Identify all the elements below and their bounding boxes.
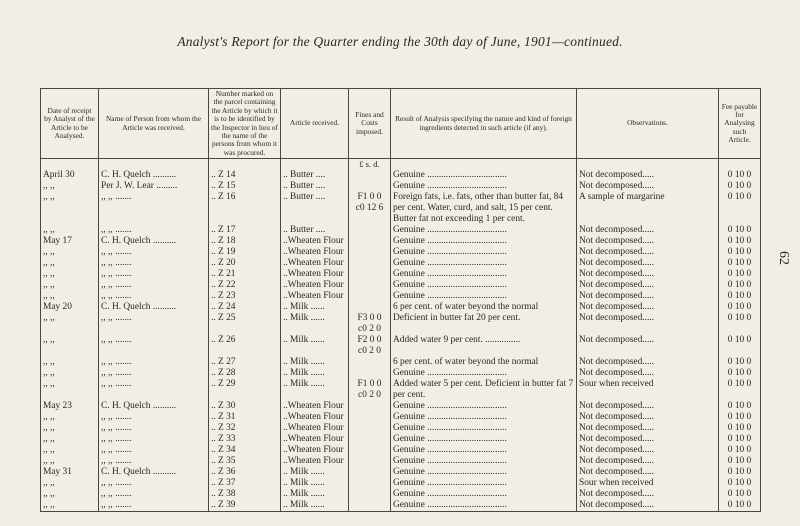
observations-cell: Not decomposed..... [577,313,719,335]
observations-cell: Not decomposed..... [577,225,719,236]
article-cell: .. Milk ...... [281,335,349,357]
parcel-number-cell: .. Z 21 [209,269,281,280]
observations-cell: Sour when received [577,379,719,401]
fines-cell [349,478,391,489]
article-cell: .. Butter .... [281,192,349,225]
result-cell: Genuine .................................. [391,489,577,500]
result-cell: Genuine .................................. [391,500,577,512]
date-cell: ,, ,, [41,379,99,401]
article-cell: ..Wheaten Flour [281,423,349,434]
date-cell: ,, ,, [41,280,99,291]
date-cell: ,, ,, [41,225,99,236]
fee-cell: 0 10 0 [719,225,761,236]
table-row [41,280,761,291]
person-cell: C. H. Quelch .......... [99,170,209,181]
fee-cell: 0 10 0 [719,192,761,225]
result-cell: Added water 5 per cent. Deficient in butter fat 7 per cent. [391,379,577,401]
fines-cell [349,401,391,412]
date-cell: May 20 [41,302,99,313]
fines-cell [349,291,391,302]
parcel-number-cell: .. Z 32 [209,423,281,434]
fee-cell: 0 10 0 [719,412,761,423]
article-cell: .. Milk ...... [281,313,349,335]
parcel-number-cell: .. Z 24 [209,302,281,313]
observations-cell: Not decomposed..... [577,302,719,313]
table-row [41,291,761,302]
article-cell: .. Milk ...... [281,357,349,368]
table-row [41,181,761,192]
table-row [41,412,761,423]
fines-cell [349,280,391,291]
article-cell: ..Wheaten Flour [281,445,349,456]
parcel-number-cell: .. Z 27 [209,357,281,368]
page-title: Analyst's Report for the Quarter ending the 30th day of June, 1901—continued. [177,34,623,49]
currency-row [41,159,761,171]
fines-cell: F1 0 0 c0 12 6 [349,192,391,225]
result-cell: Genuine .................................. [391,247,577,258]
date-cell: ,, ,, [41,247,99,258]
table-row [41,170,761,181]
date-cell: ,, ,, [41,192,99,225]
result-cell: Genuine .................................. [391,423,577,434]
observations-cell: Not decomposed..... [577,423,719,434]
table-row [41,357,761,368]
column-header-number: Number marked on the parcel containing the Article by which it is to be identified by the Inspector in lieu of the name of the persons from whom it was procured. [209,89,281,159]
result-cell: Genuine .................................. [391,412,577,423]
table-header-row [41,89,761,159]
date-cell: ,, ,, [41,445,99,456]
fee-cell: 0 10 0 [719,478,761,489]
article-cell: ..Wheaten Flour [281,247,349,258]
observations-cell: Not decomposed..... [577,401,719,412]
fee-cell: 0 10 0 [719,269,761,280]
result-cell: 6 per cent. of water beyond the normal [391,302,577,313]
result-cell: Genuine .................................. [391,434,577,445]
table-row [41,368,761,379]
fee-cell: 0 10 0 [719,170,761,181]
fines-cell [349,456,391,467]
fines-cell [349,434,391,445]
fee-cell: 0 10 0 [719,434,761,445]
fee-cell: 0 10 0 [719,247,761,258]
table-row [41,489,761,500]
page-number: 62 [776,251,791,265]
article-cell: .. Butter .... [281,181,349,192]
date-cell: ,, ,, [41,258,99,269]
fines-cell: F1 0 0 c0 2 0 [349,379,391,401]
fee-cell: 0 10 0 [719,456,761,467]
parcel-number-cell: .. Z 33 [209,434,281,445]
date-cell: ,, ,, [41,489,99,500]
fee-cell: 0 10 0 [719,379,761,401]
result-cell: Genuine .................................. [391,269,577,280]
observations-cell: Not decomposed..... [577,170,719,181]
parcel-number-cell: .. Z 38 [209,489,281,500]
parcel-number-cell: .. Z 30 [209,401,281,412]
fines-cell: F2 0 0 c0 2 0 [349,335,391,357]
table-row [41,379,761,401]
person-cell: ,, ,, ....... [99,445,209,456]
fines-cell [349,412,391,423]
person-cell: ,, ,, ....... [99,247,209,258]
person-cell: ,, ,, ....... [99,423,209,434]
person-cell: ,, ,, ....... [99,379,209,401]
person-cell: ,, ,, ....... [99,456,209,467]
table-row [41,258,761,269]
fines-cell [349,423,391,434]
person-cell: ,, ,, ....... [99,412,209,423]
fines-cell [349,489,391,500]
table-row [41,302,761,313]
parcel-number-cell: .. Z 16 [209,192,281,225]
article-cell: .. Milk ...... [281,379,349,401]
fee-cell: 0 10 0 [719,445,761,456]
table-body [41,159,761,512]
result-cell: Genuine .................................. [391,478,577,489]
fines-cell [349,445,391,456]
person-cell: ,, ,, ....... [99,478,209,489]
result-cell: Genuine .................................. [391,401,577,412]
person-cell: ,, ,, ....... [99,434,209,445]
person-cell: C. H. Quelch .......... [99,302,209,313]
table-row [41,313,761,335]
observations-cell: Not decomposed..... [577,412,719,423]
result-cell: Deficient in butter fat 20 per cent. [391,313,577,335]
result-cell: Genuine .................................. [391,225,577,236]
article-cell: .. Milk ...... [281,302,349,313]
fee-cell: 0 10 0 [719,291,761,302]
parcel-number-cell: .. Z 23 [209,291,281,302]
observations-cell: Not decomposed..... [577,445,719,456]
date-cell: May 23 [41,401,99,412]
parcel-number-cell: .. Z 34 [209,445,281,456]
fines-cell [349,170,391,181]
parcel-number-cell: .. Z 37 [209,478,281,489]
person-cell: Per J. W. Lear ......... [99,181,209,192]
article-cell: ..Wheaten Flour [281,258,349,269]
table-row [41,456,761,467]
fines-cell [349,258,391,269]
table-row [41,269,761,280]
article-cell: .. Milk ...... [281,489,349,500]
date-cell: ,, ,, [41,269,99,280]
parcel-number-cell: .. Z 25 [209,313,281,335]
observations-cell: Not decomposed..... [577,456,719,467]
fines-cell [349,247,391,258]
parcel-number-cell: .. Z 19 [209,247,281,258]
article-cell: ..Wheaten Flour [281,291,349,302]
fee-cell: 0 10 0 [719,423,761,434]
observations-cell: Not decomposed..... [577,258,719,269]
person-cell: ,, ,, ....... [99,335,209,357]
fines-cell [349,357,391,368]
observations-cell: Sour when received [577,478,719,489]
fee-cell: 0 10 0 [719,181,761,192]
observations-cell: Not decomposed..... [577,368,719,379]
article-cell: ..Wheaten Flour [281,412,349,423]
person-cell: C. H. Quelch .......... [99,236,209,247]
column-header-article: Article received. [281,89,349,159]
fines-cell [349,368,391,379]
person-cell: ,, ,, ....... [99,258,209,269]
parcel-number-cell: .. Z 15 [209,181,281,192]
date-cell: ,, ,, [41,357,99,368]
date-cell: ,, ,, [41,291,99,302]
person-cell: C. H. Quelch .......... [99,401,209,412]
fines-cell [349,181,391,192]
parcel-number-cell: .. Z 22 [209,280,281,291]
date-cell: ,, ,, [41,335,99,357]
observations-cell: Not decomposed..... [577,247,719,258]
analysis-report-table [40,88,761,512]
fines-cell [349,500,391,512]
column-header-result: Result of Analysis specifying the nature and kind of foreign ingredients detected in such article (if any). [391,89,577,159]
date-cell: ,, ,, [41,181,99,192]
fines-cell: F3 0 0 c0 2 0 [349,313,391,335]
result-cell: Genuine .................................. [391,456,577,467]
person-cell: ,, ,, ....... [99,269,209,280]
date-cell: ,, ,, [41,500,99,512]
fee-cell: 0 10 0 [719,357,761,368]
currency-header: £ s. d. [349,159,391,171]
date-cell: ,, ,, [41,412,99,423]
parcel-number-cell: .. Z 14 [209,170,281,181]
article-cell: ..Wheaten Flour [281,434,349,445]
fines-cell [349,467,391,478]
table-row [41,467,761,478]
fines-cell [349,269,391,280]
observations-cell: Not decomposed..... [577,280,719,291]
result-cell: Genuine .................................. [391,236,577,247]
person-cell: ,, ,, ....... [99,500,209,512]
fee-cell: 0 10 0 [719,280,761,291]
table-row [41,445,761,456]
fines-cell [349,225,391,236]
parcel-number-cell: .. Z 35 [209,456,281,467]
result-cell: Genuine .................................. [391,291,577,302]
table-row [41,434,761,445]
parcel-number-cell: .. Z 28 [209,368,281,379]
fee-cell: 0 10 0 [719,467,761,478]
article-cell: ..Wheaten Flour [281,456,349,467]
article-cell: .. Milk ...... [281,467,349,478]
column-header-observations: Observations. [577,89,719,159]
fee-cell: 0 10 0 [719,302,761,313]
fee-cell: 0 10 0 [719,313,761,335]
result-cell: Added water 9 per cent. ............... [391,335,577,357]
column-header-fines: Fines and Costs imposed. [349,89,391,159]
table-row [41,335,761,357]
person-cell: ,, ,, ....... [99,192,209,225]
column-header-date: Date of receipt by Analyst of the Article to be Analysed. [41,89,99,159]
fines-cell [349,302,391,313]
parcel-number-cell: .. Z 20 [209,258,281,269]
observations-cell: Not decomposed..... [577,291,719,302]
observations-cell: Not decomposed..... [577,500,719,512]
article-cell: ..Wheaten Flour [281,236,349,247]
fee-cell: 0 10 0 [719,500,761,512]
date-cell: ,, ,, [41,423,99,434]
fee-cell: 0 10 0 [719,489,761,500]
table-row [41,478,761,489]
article-cell: .. Milk ...... [281,368,349,379]
person-cell: ,, ,, ....... [99,489,209,500]
person-cell: ,, ,, ....... [99,291,209,302]
parcel-number-cell: .. Z 31 [209,412,281,423]
date-cell: ,, ,, [41,434,99,445]
result-cell: Genuine .................................. [391,280,577,291]
date-cell: ,, ,, [41,478,99,489]
observations-cell: Not decomposed..... [577,434,719,445]
date-cell: ,, ,, [41,313,99,335]
table-row [41,225,761,236]
fee-cell: 0 10 0 [719,258,761,269]
result-cell: Foreign fats, i.e. fats, other than butter fat, 84 per cent. Water, curd, and salt, 15 per cent. Butter fat not exceeding 1 per cent. [391,192,577,225]
table-row [41,401,761,412]
observations-cell: Not decomposed..... [577,357,719,368]
person-cell: ,, ,, ....... [99,225,209,236]
article-cell: .. Milk ...... [281,478,349,489]
observations-cell: Not decomposed..... [577,181,719,192]
result-cell: Genuine .................................. [391,170,577,181]
result-cell: Genuine .................................. [391,258,577,269]
column-header-person: Name of Person from whom the Article was received. [99,89,209,159]
date-cell: ,, ,, [41,368,99,379]
table-row [41,236,761,247]
result-cell: Genuine .................................. [391,368,577,379]
article-cell: .. Butter .... [281,225,349,236]
date-cell: May 17 [41,236,99,247]
date-cell: May 31 [41,467,99,478]
fines-cell [349,236,391,247]
observations-cell: Not decomposed..... [577,335,719,357]
article-cell: ..Wheaten Flour [281,280,349,291]
person-cell: ,, ,, ....... [99,313,209,335]
table-row [41,423,761,434]
column-header-fee: Fee payable for Analysing such Article. [719,89,761,159]
person-cell: ,, ,, ....... [99,280,209,291]
observations-cell: Not decomposed..... [577,489,719,500]
person-cell: C. H. Quelch .......... [99,467,209,478]
parcel-number-cell: .. Z 26 [209,335,281,357]
parcel-number-cell: .. Z 39 [209,500,281,512]
person-cell: ,, ,, ....... [99,368,209,379]
fee-cell: 0 10 0 [719,236,761,247]
article-cell: ..Wheaten Flour [281,269,349,280]
table-row [41,192,761,225]
fee-cell: 0 10 0 [719,368,761,379]
observations-cell: Not decomposed..... [577,269,719,280]
parcel-number-cell: .. Z 17 [209,225,281,236]
observations-cell: Not decomposed..... [577,467,719,478]
fee-cell: 0 10 0 [719,335,761,357]
parcel-number-cell: .. Z 18 [209,236,281,247]
table-row [41,247,761,258]
date-cell: ,, ,, [41,456,99,467]
article-cell: ..Wheaten Flour [281,401,349,412]
result-cell: Genuine .................................. [391,181,577,192]
fee-cell: 0 10 0 [719,401,761,412]
parcel-number-cell: .. Z 36 [209,467,281,478]
result-cell: Genuine .................................. [391,445,577,456]
observations-cell: Not decomposed..... [577,236,719,247]
result-cell: Genuine .................................. [391,467,577,478]
result-cell: 6 per cent. of water beyond the normal [391,357,577,368]
parcel-number-cell: .. Z 29 [209,379,281,401]
article-cell: .. Butter .... [281,170,349,181]
person-cell: ,, ,, ....... [99,357,209,368]
article-cell: .. Milk ...... [281,500,349,512]
date-cell: April 30 [41,170,99,181]
observations-cell: A sample of margarine [577,192,719,225]
table-row [41,500,761,512]
